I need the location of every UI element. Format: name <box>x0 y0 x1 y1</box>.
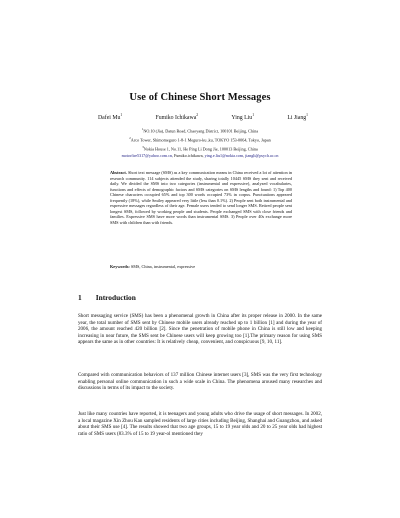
body-paragraph: Just like many countries have reported, it is teenagers and young adults who drive the usage of short messages. In 2002, a local magazine Xin Zhou Kan sampled residents of large cities including Beijing, Shanghai and Guangzhou, and asked about their SMS use [4]. The results showed that two age groups, 15 to 19 year olds and 20 to 25 year olds had highest ratio of SMS users (83.3% of 15 to 19 year-ol mentioned they <box>78 411 322 437</box>
affiliation: $^2$Arco Tower, Shimomeguro 1-8-1 Meguro-ku ,ku, TOKYO 153-0064, Tokyo, Japan <box>129 136 271 143</box>
email-link[interactable]: jiangli@psych.ac.cn <box>245 153 279 158</box>
email-text: Fumiko.ichikawa <box>174 153 203 158</box>
abstract <box>110 170 292 225</box>
keywords <box>110 264 292 269</box>
abstract-text: Short text message (SMS) as a key communication means in China received a lot of attention in research community. 114 subjects attended the study, sharing totally 10445 SMS they sent and received daily. We divided the SMS into two categories (instrumental and expressive), analyzed vocabularies, functions and effects of demographic factors and SMS categories on SMS lengths and found: 1) Top 400 Chinese characters occupied 65% and top 300 words occupied 73% in corpus. Punctuations appeared frequently (18%), while Smiley appeared very little (less than 0.1%). 2) People sent both instrumental and expressive messages regardless of their age. Female users tended to send longer SMS. Retired people sent longest SMS, followed by working people and students. People exchanged SMS with close friends and families. Expressive SMS have more words than instrumental SMS. 3) People over 40s exchange more SMS with children than with friends. <box>110 170 292 225</box>
body-paragraph: Short messaging service (SMS) has been a phenomenal growth in China after its proper release in 2000. In the same year, the total number of SMS sent by Chinese mobile users already reached up to 1 billion [1] and during the year of 2006, the amount reached 420 billion [2]. Since the penetration of mobile phone in China is still low and keeping increasing in near future, the SMS sent be Chinese users will keep growing too [1].The primary reason for using SMS appears the same as in other countries: It is relatively cheap, convenient, and conspicuous [9, 10, 11]. <box>78 313 322 346</box>
email-link[interactable]: motorfire5317@yahoo.com.cn <box>121 153 172 158</box>
keywords-text: SMS, China, instrumental, expressive <box>130 264 196 269</box>
author: Ying Liu$^1$ <box>231 113 254 121</box>
affiliation: $^3$Nokia House 1, No.11, He Ping Li Dong Jie, 100013 Beijing, China <box>142 145 258 152</box>
paper-title: Use of Chinese Short Messages <box>129 92 271 103</box>
affiliation: $^1$NO.10 (Jia), Datun Road, Chaoyang District, 100101 Beijing, China <box>141 127 259 134</box>
body-paragraph: Compared with communication behaviors of 137 million Chinese internet users [3], SMS was the very first technology enabling personal online communication in such a wide scale in China. The phenomena aroused many researches and discussions in terms of its impact to the society. <box>78 372 322 392</box>
email-line: motorfire5317@yahoo.com.cn, Fumiko.ichikawa, ying.e.liu1@nokia.com, jiangli@psych.ac.cn <box>121 153 279 158</box>
abstract-label: Abstract. <box>110 170 127 175</box>
section-heading <box>78 293 136 302</box>
section-number: 1 <box>78 293 82 302</box>
section-title: Introduction <box>95 293 136 302</box>
email-link[interactable]: ying.e.liu1@nokia.com <box>204 153 244 158</box>
author: Fumiko Ichikawa$^2$ <box>155 113 199 121</box>
author-list <box>98 113 308 121</box>
author: Li Jiang$^1$ <box>287 113 308 121</box>
keywords-label: Keywords: <box>110 264 130 269</box>
author: Dafei Mu$^1$ <box>98 113 123 121</box>
